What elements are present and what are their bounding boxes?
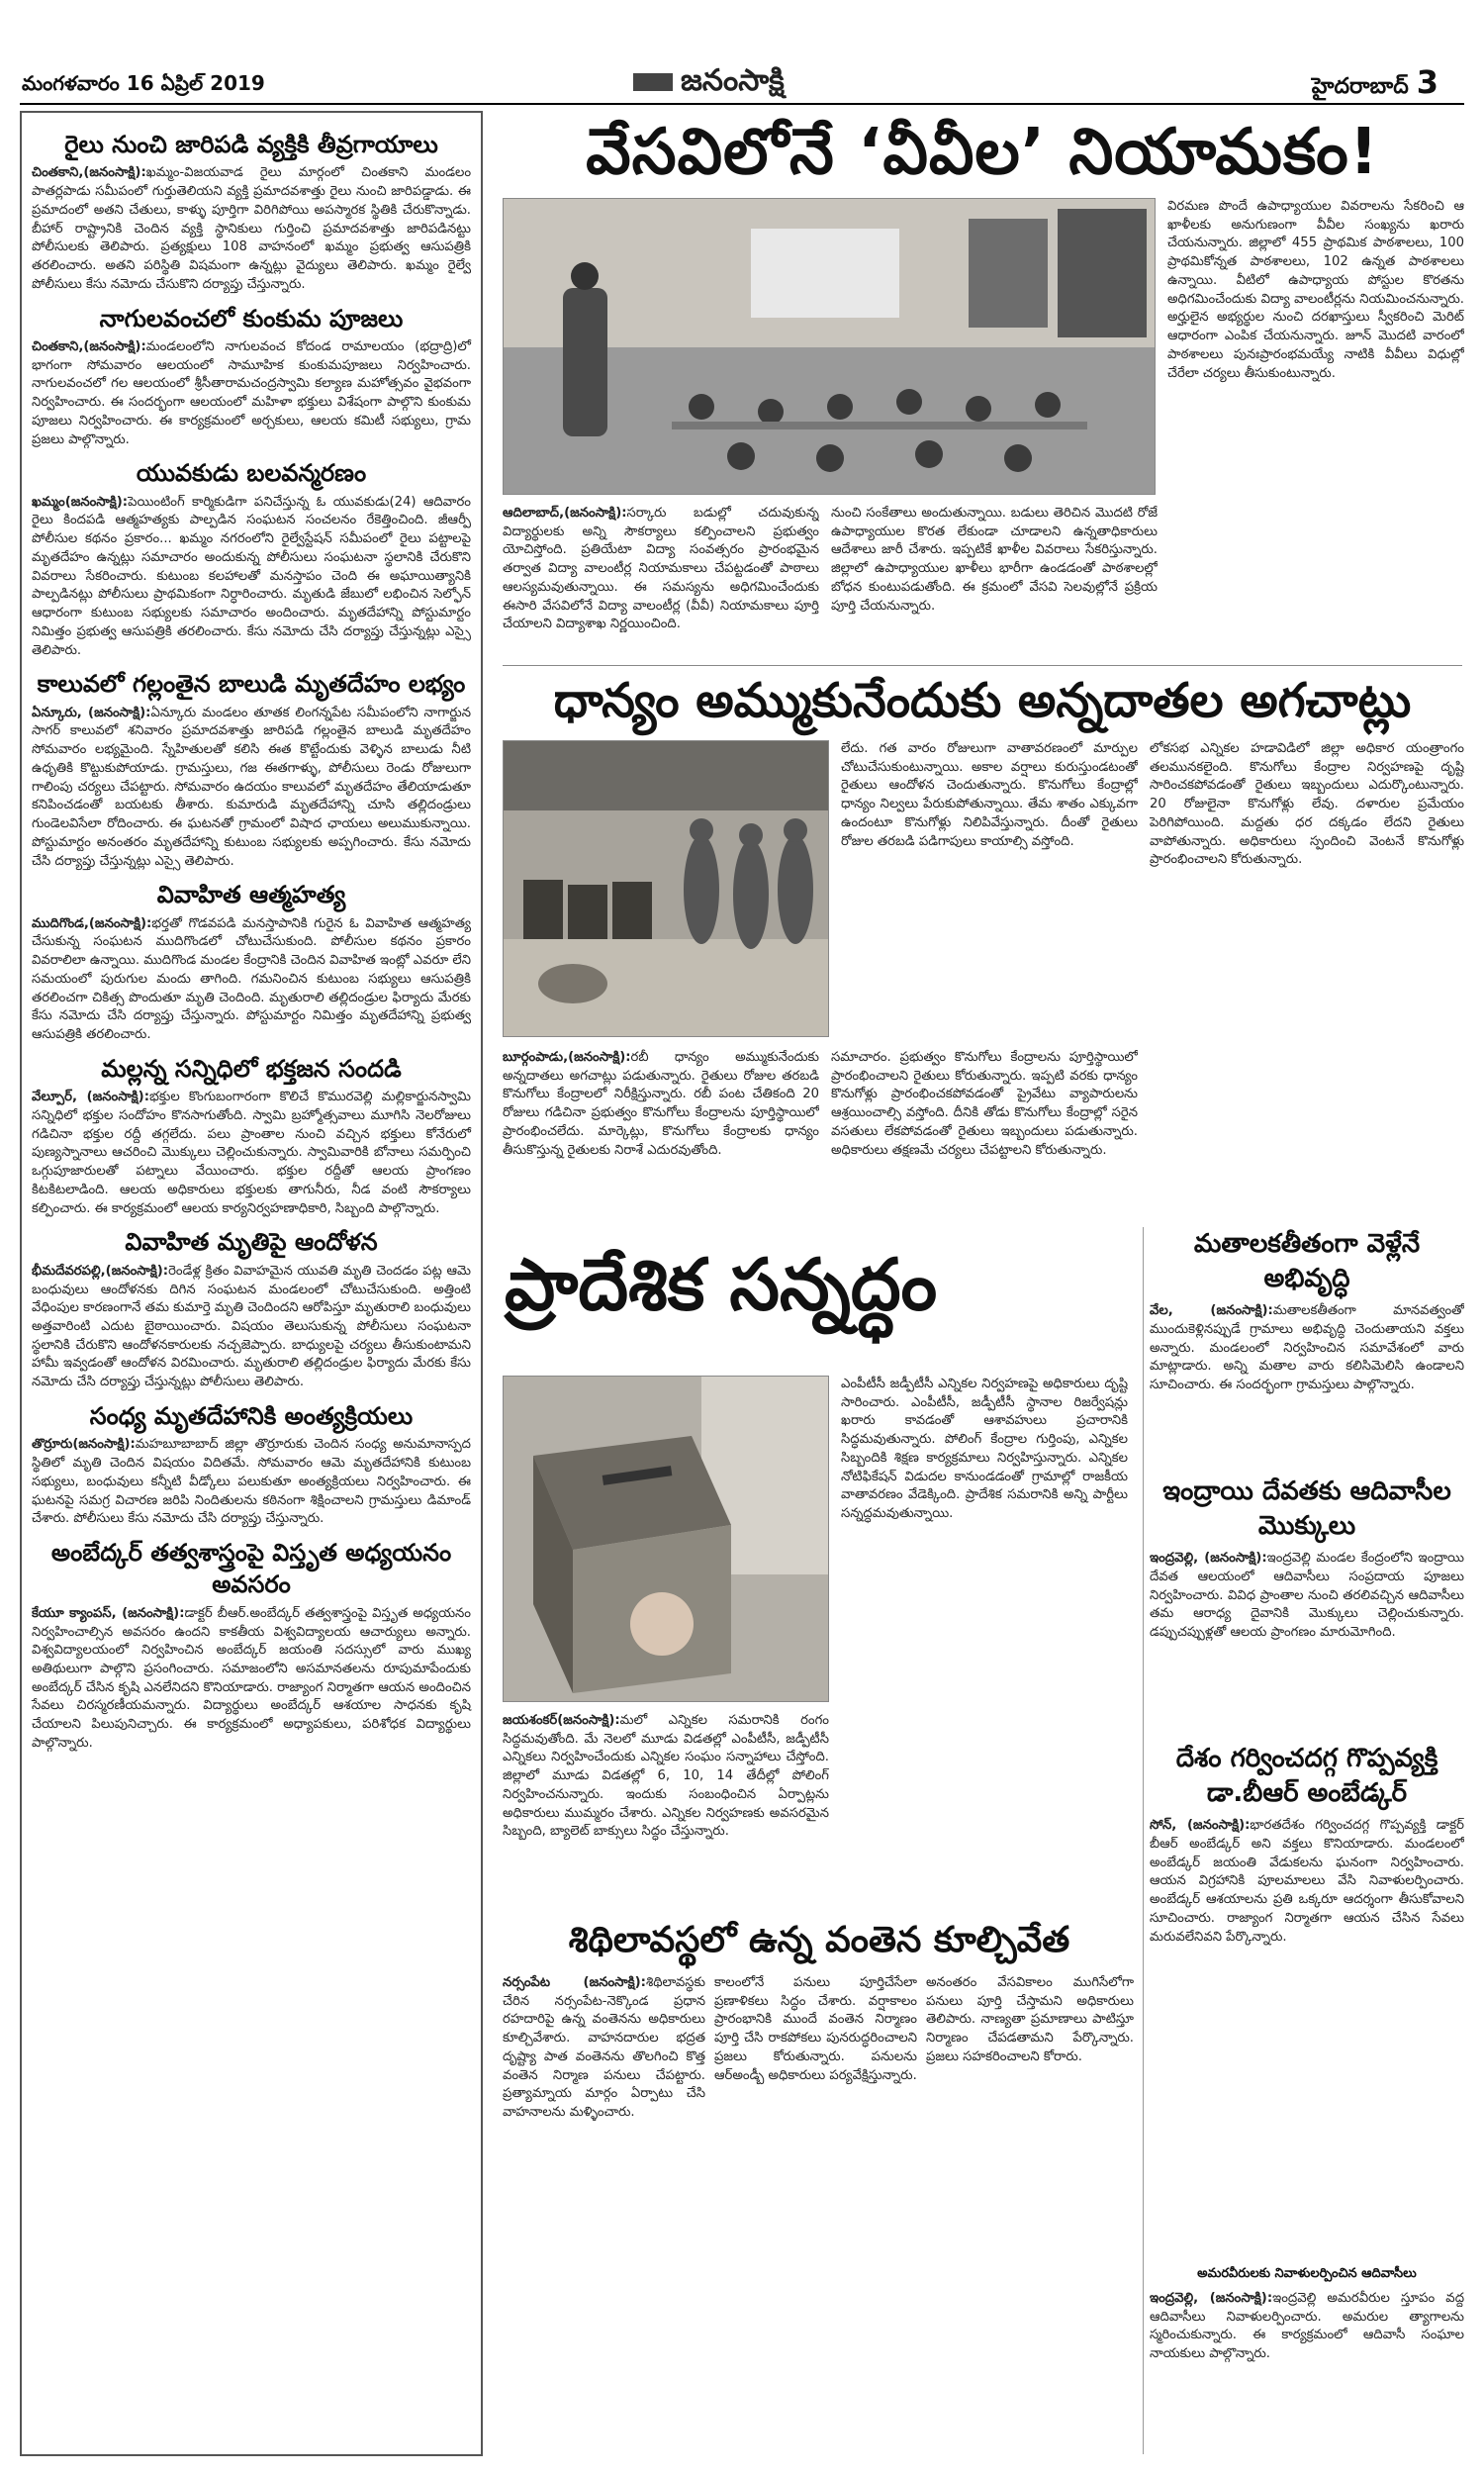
story-body: ముదిగొండ,(జనంసాక్షి):భర్తతో గొడవపడి మనస్తాపానికి గురైన ఓ వివాహిత ఆత్మహత్య చేసుకున్న సంఘటన ముదిగొండలో చోటుచేసుకుంది. పోలీసుల కథనం ప్రకారం వివరాలిలా ఉన్నాయి. ముదిగొండ మండల కేంద్రానికి చెందిన వివాహిత ఇంట్లో ఎవరూ లేని సమయంలో పురుగుల మందు తాగింది. గమనించిన కుటుంబ సభ్యులు ఆసుపత్రికి తరలించగా చికిత్స పొందుతూ మృతి చెందింది. మృతురాలి తల్లిదండ్రుల ఫిర్యాదు మేరకు కేసు నమోదు చేసి దర్యాప్తు చేస్తున్నారు. పోస్టుమార్టం నిమిత్తం మృతదేహాన్ని ప్రభుత్వ ఆసుపత్రికి తరలించారు. [32, 915, 471, 1043]
lead-headline: వేసవిలోనే ‘వీవీల’ నియామకం! [586, 116, 1379, 189]
city-name: హైదరాబాద్ [1311, 74, 1409, 99]
story2-headline: ధాన్యం అమ్ముకునేందుకు అన్నదాతల అగచాట్లు [553, 673, 1412, 728]
story-headline: అంబేద్కర్ తత్వశాస్త్రంపై విస్తృత అధ్యయనం అవసరం [50, 1538, 452, 1599]
story3-col2: ఎంపీటీసీ జడ్పీటీసీ ఎన్నికల నిర్వహణపై అధికారులు దృష్టి సారించారు. ఎంపీటీసీ, జడ్పీటీసీ స్థానాల రిజర్వేషన్లు ఖరారు కావడంతో ఆశావహులు ప్రచారానికి సిద్ధమవుతున్నారు. పోలింగ్ కేంద్రాల గుర్తింపు, ఎన్నికల సిబ్బందికి శిక్షణ కార్యక్రమాలు నిర్వహిస్తున్నారు. ఎన్నికల నోటిఫికేషన్ విడుదల కానుండడంతో గ్రామాల్లో రాజకీయ వాతావరణం వేడెక్కింది. ప్రాదేశిక సమరానికి అన్ని పార్టీలు సన్నద్ధమవుతున్నాయి. [841, 1377, 1128, 1522]
story2-col1: లేదు. గత వారం రోజులుగా వాతావరణంలో మార్పుల చోటుచేసుకుంటున్నాయి. అకాల వర్షాలు కురుస్తుండటంతో రైతులు ఆందోళన చెందుతున్నారు. కొనుగోలు కేంద్రాల్లో ధాన్యం నిల్వలు పేరుకుపోతున్నాయి. తేమ శాతం ఎక్కువగా ఉందంటూ కొనుగోళ్లు నిలిపివేస్తున్నారు. దీంతో రైతులు రోజుల తరబడి పడిగాపులు కాయాల్సి వస్తోంది. [841, 741, 1138, 849]
box-body: ఇంద్రవెల్లి, (జనంసాక్షి):ఇంద్రవెల్లి మండల కేంద్రంలోని ఇంద్రాయి దేవత ఆలయంలో ఆదివాసీలు సంప్రదాయ పూజలు నిర్వహించారు. వివిధ ప్రాంతాల నుంచి తరలివచ్చిన ఆదివాసీలు తమ ఆరాధ్య దైవానికి మొక్కులు చెల్లించుకున్నారు. డప్పుచప్పుళ్లతో ఆలయ ప్రాంగణం మారుమోగింది. [1150, 1551, 1464, 1641]
lead-story-col1: ఆదిలాబాద్,(జనంసాక్షి):సర్కారు బడుల్లో చదువుకున్న విద్యార్థులకు అన్ని సౌకర్యాలు కల్పించాలని ప్రభుత్వం యోచిస్తోంది. ప్రతియేటా విద్యా సంవత్సరం ప్రారంభమైన తర్వాత విద్యా వాలంటీర్ల నియామకాలు చేపట్టడంతో పాఠాలు ఆలస్యమవుతున్నాయి. ఈ సమస్యను అధిగమించేందుకు ఈసారి వేసవిలోనే విద్యా వాలంటీర్ల (వీవీ) నియామకాలు పూర్తి చేయాలని విద్యాశాఖ నిర్ణయించింది. [503, 506, 819, 632]
story-body: తొర్రూరు(జనంసాక్షి):మహబూబాబాద్ జిల్లా తొర్రూరుకు చెందిన సంధ్య అనుమానాస్పద స్థితిలో మృతి చెందిన విషయం విదితమే. సోమవారం ఆమె మృతదేహానికి కుటుంబ సభ్యులు, బంధువులు కన్నీటి వీడ్కోలు పలుకుతూ అంత్యక్రియలు నిర్వహించారు. ఈ ఘటనపై సమగ్ర విచారణ జరిపి నిందితులను కఠినంగా శిక్షించాలని గ్రామస్తులు డిమాండ్ చేశారు. పోలీసులు కేసు నమోదు చేసి దర్యాప్తు చేస్తున్నారు. [32, 1437, 471, 1527]
story-headline: కాలువలో గల్లంతైన బాలుడి మృతదేహం లభ్యం [37, 670, 466, 699]
story2-col4: సమాచారం. ప్రభుత్వం కొనుగోలు కేంద్రాలను పూర్తిస్థాయిలో ప్రారంభించాలని రైతులు కోరుతున్నారు. ఇప్పటి వరకు ధాన్యం కొనుగోళ్లు ప్రారంభించకపోవడంతో ప్రైవేటు వ్యాపారులను ఆశ్రయించాల్సి వస్తోంది. దీనికి తోడు కొనుగోలు కేంద్రాల్లో సరైన వసతులు లేకపోవడంతో రైతులు ఇబ్బందులు పడుతున్నారు. అధికారులు తక్షణమే చర్యలు చేపట్టాలని కోరుతున్నారు. [831, 1050, 1138, 1158]
story-body: ఖమ్మం(జనంసాక్షి):పెయింటింగ్ కార్మికుడిగా పనిచేస్తున్న ఓ యువకుడు(24) ఆదివారం రైలు కిందపడి ఆత్మహత్యకు పాల్పడిన సంఘటన సంచలనం రేకెత్తించింది. జీఆర్పీ పోలీసుల కథనం ప్రకారం... ఖమ్మం నగరంలోని రైల్వేస్టేషన్ సమీపంలో రైలు పట్టాలపై మృతదేహం ఉన్నట్లు సమాచారం అందుకున్న పోలీసులు సంఘటనా స్థలానికి చేరుకొని వివరాలు సేకరించారు. కుటుంబ కలహాలతో మనస్తాపం చెంది ఈ అఘాయిత్యానికి పాల్పడినట్లు పోలీసులు ప్రాథమికంగా నిర్ధారించారు. మృతుడి జేబులో లభించిన సెల్ఫోన్ ఆధారంగా కుటుంబ సభ్యులకు సమాచారం అందించారు. మృతదేహాన్ని పోస్టుమార్టం నిమిత్తం ప్రభుత్వ ఆసుపత్రికి తరలించారు. కేసు నమోదు చేసి దర్యాప్తు చేస్తున్నట్లు ఎస్సై తెలిపారు. [32, 494, 471, 658]
left-story [32, 879, 471, 1045]
right-box-indrayi [1150, 1475, 1464, 1732]
story-body: వేల్పూర్, (జనంసాక్షి):భక్తుల కొంగుబంగారంగా కొలిచే కొమురవెల్లి మల్లికార్జునస్వామి సన్నిధిలో భక్తుల సందోహం కొనసాగుతోంది. స్వామి బ్రహ్మోత్సవాలు మూగిసి నెలరోజులు గడిచినా భక్తుల రద్దీ తగ్గలేదు. పలు ప్రాంతాల నుంచి వచ్చిన భక్తులు కోనేరులో పుణ్యస్నానాలు ఆచరించి మొక్కులు చెల్లించుకున్నారు. స్వామివారికి బోనాలు సమర్పించి ఒగ్గుపూజారులతో పట్నాలు వేయించారు. భక్తుల రద్దీతో ఆలయ ప్రాంగణం కిటకిటలాడింది. ఆలయ అధికారులు భక్తులకు తాగునీరు, నీడ వంటి సౌకర్యాలు కల్పించారు. ఈ కార్యక్రమంలో ఆలయ కార్యనిర్వహణాధికారి, సిబ్బంది పాల్గొన్నారు. [32, 1090, 471, 1216]
grain-market-photo-icon [504, 741, 829, 1037]
story4-headline: శిథిలావస్థలో ఉన్న వంతెన కూల్చివేత [568, 1920, 1070, 1960]
story-headline: రైలు నుంచి జారిపడి వ్యక్తికి తీవ్రగాయాలు [64, 131, 438, 158]
right-box-development [1150, 1227, 1464, 1465]
left-story [32, 1400, 471, 1529]
story-headline: మల్లన్న సన్నిధిలో భక్తజన సందడి [101, 1054, 402, 1083]
story3-headline: ప్రాదేశిక సన్నద్ధం [505, 1243, 938, 1326]
story-body: చింతకాని,(జనంసాక్షి):ఖమ్మం-విజయవాడ రైలు మార్గంలో చింతకాని మండలం పాతర్లపాడు సమీపంలో గుర్తుతెలియని వ్యక్తి ప్రమాదవశాత్తు రైలు నుంచి జారిపడ్డాడు. ఈ ప్రమాదంలో అతని చేతులు, కాళ్ళు పూర్తిగా విరిగిపోయి అపస్మారక స్థితికి చేరుకొన్నాడు. బీహార్ రాష్ట్రానికి చెందిన వ్యక్తి స్థానికులు గుర్తించి ప్రమాదవశాత్తు జారిపడినట్టు పోలీసులకు తెలిపారు. ప్రత్యక్షులు 108 వాహనంలో ఖమ్మం ప్రభుత్వ ఆసుపత్రికి తరలించారు. అతని పరిస్థితి విషమంగా ఉన్నట్లు వైద్యులు తెలిపారు. ఖమ్మం రైల్వే పోలీసులు కేసు నమోదు చేసుకొని దర్యాప్తు చేస్తున్నారు. [32, 165, 471, 292]
story-headline: వివాహిత ఆత్మహత్య [156, 881, 346, 909]
paper-logo [633, 63, 785, 105]
right-box-martyrs [1150, 2266, 1464, 2454]
left-story [32, 1537, 471, 1754]
story4-col3: అనంతరం వేసవికాలం ముగిసేలోగా పనులు పూర్తి చేస్తామని అధికారులు తెలిపారు. నాణ్యతా ప్రమాణాలు పాటిస్తూ నిర్మాణం చేపడతామని పేర్కొన్నారు. ప్రజలు సహకరించాలని కోరారు. [926, 1975, 1134, 2064]
left-story [32, 303, 471, 450]
story4-col1: నర్సంపేట (జనంసాక్షి):శిథిలావస్థకు చేరిన నర్సంపేట-నెక్కొండ ప్రధాన రహదారిపై ఉన్న వంతెనను అధికారులు కూల్చివేశారు. వాహనదారుల భద్రత దృష్ట్యా పాత వంతెనను తొలగించి కొత్త వంతెన నిర్మాణ పనులు చేపట్టారు. ప్రత్యామ్నాయ మార్గం ఏర్పాటు చేసి వాహనాలను మళ్ళించారు. [503, 1975, 705, 2121]
grain-market-photo [503, 740, 829, 1037]
box-body: వేల, (జనంసాక్షి):మతాలకతీతంగా మానవత్వంతో ముందుకెళ్లినప్పుడే గ్రామాలు అభివృద్ధి చెందుతాయని వక్తలు అన్నారు. మండలంలో నిర్వహించిన సమావేశంలో వారు మాట్లాడారు. అన్ని మతాల వారు కలిసిమెలిసి ఉండాలని సూచించారు. ఈ సందర్భంగా గ్రామస్తులు పాల్గొన్నారు. [1150, 1303, 1464, 1393]
left-news-column [20, 111, 483, 2456]
story2-col2: లోకసభ ఎన్నికల హడావిడిలో జిల్లా అధికార యంత్రాంగం తలమునకలైంది. కొనుగోలు కేంద్రాల నిర్వహణపై దృష్టి సారించకపోవడంతో రైతులు ఇబ్బందులు ఎదుర్కొంటున్నారు. 20 రోజులైనా కొనుగోళ్లు లేవు. దళారుల ప్రమేయం పెరిగిపోయింది. మద్దతు ధర దక్కడం లేదని రైతులు వాపోతున్నారు. అధికారులు స్పందించి వెంటనే కొనుగోళ్లు ప్రారంభించాలని కోరుతున్నారు. [1150, 741, 1464, 868]
lead-story-col3: విరమణ పొందే ఉపాధ్యాయుల వివరాలను సేకరించి ఆ ఖాళీలకు అనుగుణంగా వీవీల సంఖ్యను ఖరారు చేయనున్నారు. జిల్లాలో 455 ప్రాథమిక పాఠశాలలు, 100 ప్రాథమికోన్నత పాఠశాలలు, 102 ఉన్నత పాఠశాలలు ఉన్నాయి. వీటిలో ఉపాధ్యాయ పోస్టుల కొరతను అధిగమించేందుకు విద్యా వాలంటీర్లను నియమించనున్నారు. అర్హులైన అభ్యర్థుల నుంచి దరఖాస్తులు స్వీకరించి మెరిట్ ఆధారంగా ఎంపిక చేయనున్నారు. జూన్ మొదటి వారంలో పాఠశాలలు పునఃప్రారంభమయ్యే నాటికి వీవీలు విధుల్లో చేరేలా చర్యలు తీసుకుంటున్నారు. [1167, 199, 1464, 381]
box-headline: మతాలకతీతంగా వెళ్లేనే అభివృద్ధి [1193, 1229, 1421, 1294]
paper-name: జనంసాక్షి [681, 63, 785, 98]
story4-col2: కాలంలోనే పనులు పూర్తిచేసేలా ప్రణాళికలు సిద్ధం చేశారు. వర్షాకాలం ప్రారంభానికి ముందే వంతెన నిర్మాణం పూర్తి చేసి రాకపోకలు పునరుద్ధరించాలని ప్రజలు కోరుతున్నారు. పనులను ఆర్అండ్బీ అధికారులు పర్యవేక్షిస్తున్నారు. [714, 1975, 917, 2083]
lead-story-col2: నుంచి సంకేతాలు అందుతున్నాయి. బడులు తెరిచిన మొదటి రోజే ఉపాధ్యాయుల కొరత లేకుండా చూడాలని ఉన్నతాధికారులు ఆదేశాలు జారీ చేశారు. ఇప్పటికే ఖాళీల వివరాలు సేకరిస్తున్నారు. జిల్లాలో ఉపాధ్యాయుల ఖాళీలు భారీగా ఉండడంతో పాఠశాలల్లో బోధన కుంటుపడుతోంది. ఈ క్రమంలో వేసవి సెలవుల్లోనే ప్రక్రియ పూర్తి చేయనున్నారు. [831, 506, 1158, 614]
logo-mark-icon [633, 73, 673, 91]
story-headline: వివాహిత మృతిపై ఆందోళన [125, 1228, 378, 1257]
story2-col3: బూర్గంపాడు,(జనంసాక్షి):రబీ ధాన్యం అమ్ముకునేందుకు అన్నదాతలు అగచాట్లు పడుతున్నారు. రైతులు రోజుల తరబడి కొనుగోలు కేంద్రాలలో నిరీక్షిస్తున్నారు. రబీ పంట చేతికంది 20 రోజులు గడిచినా ప్రభుత్వం కొనుగోలు కేంద్రాలను పూర్తిస్థాయిలో ప్రారంభించలేదు. మార్కెట్లు, కొనుగోలు కేంద్రాలకు ధాన్యం తీసుకొస్తున్న రైతులకు నిరాశే ఎదురవుతోంది. [503, 1050, 819, 1158]
story-body: చింతకాని,(జనంసాక్షి):మండలంలోని నాగులవంచ కోదండ రామాలయం (భద్రాద్రి)లో భాగంగా సోమవారం ఆలయంలో సామూహిక కుంకుమపూజలు నిర్వహించారు. నాగులవంచలో గల ఆలయంలో శ్రీసీతారామచంద్రస్వామి కల్యాణ మహోత్సవం వైభవంగా నిర్వహించారు. ఈ సందర్భంగా ఆలయంలో మహిళా భక్తులు విశేషంగా పాల్గొని కుంకుమ పూజలు నిర్వహించారు. ఈ కార్యక్రమంలో అర్చకులు, ఆలయ కమిటీ సభ్యులు, గ్రామ ప్రజలు పాల్గొన్నారు. [32, 338, 471, 447]
page-number: 3 [1416, 63, 1438, 101]
story-body: భీమదేవరపల్లి,(జనంసాక్షి):రెండేళ్ల క్రితం వివాహమైన యువతి మృతి చెందడం పట్ల ఆమె బంధువులు ఆందోళనకు దిగిన సంఘటన మండలంలో చోటుచేసుకుంది. అత్తింటి వేధింపుల కారణంగానే తమ కుమార్తె మృతి చెందిందని ఆరోపిస్తూ మృతురాలి బంధువులు అత్తవారింటి ఎదుట బైఠాయించారు. విషయం తెలుసుకున్న పోలీసులు సంఘటనా స్థలానికి చేరుకొని ఆందోళనకారులకు నచ్చజెప్పారు. బాధ్యులపై చర్యలు తీసుకుంటామని హామీ ఇవ్వడంతో ఆందోళన విరమించారు. మృతురాలి తల్లిదండ్రుల ఫిర్యాదు మేరకు కేసు నమోదు చేసి దర్యాప్తు చేస్తున్నట్లు పోలీసులు తెలిపారు. [32, 1263, 471, 1390]
edition-city [1312, 63, 1438, 104]
right-column-divider [1143, 1227, 1144, 2454]
right-box-ambedkar [1150, 1742, 1464, 2256]
left-story [32, 1053, 471, 1219]
story-headline: యువకుడు బలవన్మరణం [136, 459, 367, 488]
box-headline: ఇంద్రాయి దేవతకు ఆదివాసీల మొక్కులు [1162, 1476, 1451, 1542]
box-headline: దేశం గర్వించదగ్గ గొప్పవ్యక్తి డా.బీఆర్ అంబేడ్కర్ [1175, 1744, 1438, 1809]
left-story [32, 1226, 471, 1392]
section-divider [503, 665, 1462, 666]
left-story [32, 129, 471, 295]
box-headline: అమరవీరులకు నివాళులర్పించిన ఆదివాసీలు [1197, 2266, 1417, 2281]
story-headline: సంధ్య మృతదేహానికి అంత్యక్రియలు [89, 1401, 414, 1430]
left-story [32, 457, 471, 660]
masthead-rule [20, 103, 1464, 105]
issue-date: మంగళవారం 16 ఏప్రిల్ 2019 [22, 71, 265, 95]
story-body: ఏన్కూరు, (జనంసాక్షి):ఏన్కూరు మండలం తూతక లింగన్నపేట సమీపంలోని నాగార్జున సాగర్ కాలువలో శనివారం ప్రమాదవశాత్తు జారిపడి గల్లంతైన బాలుడి మృతదేహం సోమవారం లభ్యమైంది. స్నేహితులతో కలిసి ఈత కొట్టేందుకు వెళ్ళిన బాలుడు నీటి ఉధృతికి కొట్టుకుపోయాడు. గ్రామస్తులు, గజ ఈతగాళ్ళు, పోలీసులు రెండు రోజులుగా గాలింపు చర్యలు చేపట్టారు. సోమవారం ఉదయం కాలువలో మృతదేహం తేలియాడుతూ కనిపించడంతో బయటకు తీశారు. కుమారుడి మృతదేహాన్ని చూసి తల్లిదండ్రులు గుండెలవిసేలా రోదించారు. ఈ ఘటనతో గ్రామంలో విషాద ఛాయలు అలుముకున్నాయి. పోస్టుమార్టం అనంతరం మృతదేహాన్ని కుటుంబ సభ్యులకు అప్పగించారు. కేసు నమోదు చేసి దర్యాప్తు చేస్తున్నట్లు ఎస్సై తెలిపారు. [32, 705, 471, 869]
ballot-box-photo-icon [504, 1377, 829, 1702]
box-body: సోన్, (జనంసాక్షి):భారతదేశం గర్వించదగ్గ గొప్పవ్యక్తి డాక్టర్ బీఆర్ అంబేడ్కర్ అని వక్తలు కొనియాడారు. మండలంలో అంబేడ్కర్ జయంతి వేడుకలను ఘనంగా నిర్వహించారు. ఆయన విగ్రహానికి పూలమాలలు వేసి నివాళులర్పించారు. అంబేడ్కర్ ఆశయాలను ప్రతి ఒక్కరూ ఆదర్శంగా తీసుకోవాలని సూచించారు. రాజ్యాంగ నిర్మాతగా ఆయన చేసిన సేవలు మరువలేనివని పేర్కొన్నారు. [1150, 1818, 1464, 1945]
story3-col1: జయశంకర్(జనంసాక్షి):మలో ఎన్నికల సమరానికి రంగం సిద్ధమవుతోంది. మే నెలలో మూడు విడతల్లో ఎంపీటీసీ, జడ్పీటీసీ ఎన్నికలు నిర్వహించేందుకు ఎన్నికల సంఘం సన్నాహాలు చేస్తోంది. జిల్లాలో మూడు విడతల్లో 6, 10, 14 తేదీల్లో పోలింగ్ నిర్వహించనున్నారు. ఇందుకు సంబంధించిన ఏర్పాట్లను అధికారులు ముమ్మరం చేశారు. ఎన్నికల నిర్వహణకు అవసరమైన సిబ్బంది, బ్యాలెట్ బాక్సులు సిద్ధం చేస్తున్నారు. [503, 1713, 829, 1840]
left-story [32, 668, 471, 871]
story-headline: నాగులవంచలో కుంకుమ పూజలు [99, 304, 404, 333]
box-body: ఇంద్రవెల్లి, (జనంసాక్షి):ఇంద్రవెల్లి అమరవీరుల స్తూపం వద్ద ఆదివాసీలు నివాళులర్పించారు. అమరుల త్యాగాలను స్మరించుకున్నారు. ఈ కార్యక్రమంలో ఆదివాసీ సంఘాల నాయకులు పాల్గొన్నారు. [1150, 2291, 1464, 2362]
ballot-box-photo [503, 1376, 829, 1702]
classroom-photo [503, 198, 1156, 495]
masthead [0, 0, 1484, 109]
classroom-photo-icon [504, 199, 1156, 495]
story-body: కేయూ క్యాంపస్, (జనంసాక్షి):డాక్టర్ బీఆర్.అంబేద్కర్ తత్వశాస్త్రంపై విస్తృత అధ్యయనం నిర్వహించాల్సిన అవసరం ఉందని కాకతీయ విశ్వవిద్యాలయ ఆచార్యులు అన్నారు. విశ్వవిద్యాలయంలో నిర్వహించిన అంబేద్కర్ జయంతి సదస్సులో వారు ముఖ్య అతిథులుగా పాల్గొని ప్రసంగించారు. సమాజంలోని అసమానతలను రూపుమాపేందుకు అంబేద్కర్ చేసిన కృషి ఎనలేనిదని కొనియాడారు. రాజ్యాంగ నిర్మాతగా ఆయన అందించిన సేవలు చిరస్మరణీయమన్నారు. విద్యార్థులు అంబేద్కర్ ఆశయాల సాధనకు కృషి చేయాలని పిలుపునిచ్చారు. ఈ కార్యక్రమంలో అధ్యాపకులు, పరిశోధక విద్యార్థులు పాల్గొన్నారు. [32, 1605, 471, 1751]
